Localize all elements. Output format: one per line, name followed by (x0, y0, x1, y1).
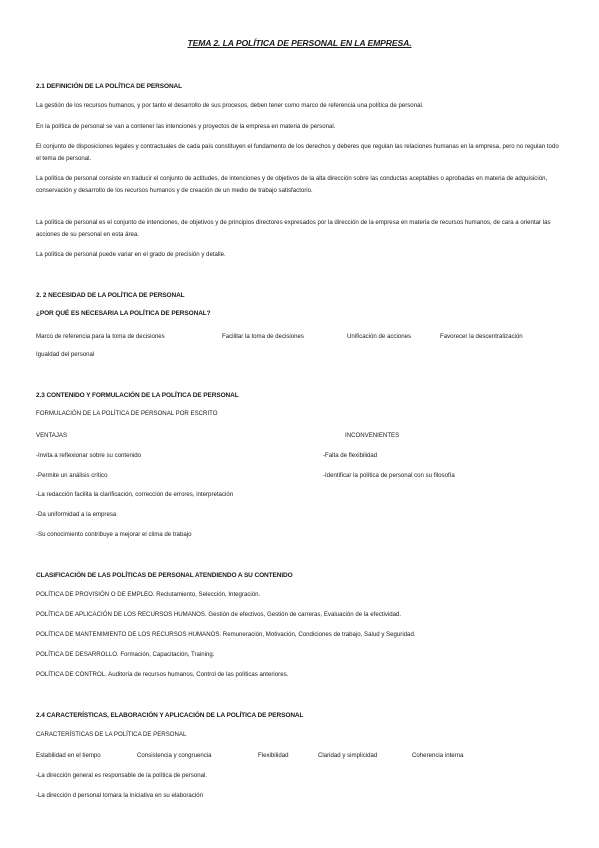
inconveniente-item: -Identificar la política de personal con su filosofía (323, 472, 455, 479)
section-2-1-paragraph-4: La política de personal consiste en traducir el conjunto de actitudes, de intenciones y de objetivos de la alta dirección sobre las conductas aceptables o aprobadas en materia de adquisición, conservación y desarrollo de los recursos humanos y de creación de un medio de trabajo satisfactorio. (36, 175, 548, 194)
caracteristica-item: Consistencia y congruencia (137, 752, 212, 759)
ventaja-item: -Permite un análisis crítico (36, 472, 108, 479)
document-title: TEMA 2. LA POLÍTICA DE PERSONAL EN LA EMPRESA. (187, 38, 412, 48)
necesidad-item: Facilitar la toma de decisiones (222, 333, 304, 340)
section-2-4-heading: 2.4 CARACTERÍSTICAS, ELABORACIÓN Y APLICACIÓN DE LA POLÍTICA DE PERSONAL (36, 712, 304, 719)
clasificacion-item: POLÍTICA DE MANTENIMIENTO DE LOS RECURSOS HUMANOS. Remuneración, Motivación, Condiciones de trabajo, Salud y Seguridad. (36, 631, 416, 638)
ventaja-item: -Da uniformidad a la empresa (36, 511, 117, 518)
section-2-1-paragraph-5: La política de personal es el conjunto de intenciones, de objetivos y de principios directores expresados por la dirección de la empresa en materia de recursos humanos, de cara a orientar las acciones de su personal en esta área. (36, 219, 551, 238)
caracteristica-item: Claridad y simplicidad (318, 752, 378, 759)
section-2-2-heading: 2. 2 NECESIDAD DE LA POLÍTICA DE PERSONAL (36, 292, 185, 299)
section-2-3-subheading: FORMULACIÓN DE LA POLÍTICA DE PERSONAL POR ESCRITO (36, 410, 218, 417)
caracteristica-item: Coherencia interna (412, 752, 464, 759)
section-2-1-paragraph-2: En la política de personal se van a contener las intenciones y proyectos de la empresa en materia de personal. (36, 123, 336, 130)
necesidad-item: Igualdad del personal (36, 351, 95, 358)
clasificacion-item: POLÍTICA DE DESARROLLO. Formación, Capacitación, Training. (36, 651, 215, 658)
section-2-3-heading: 2.3 CONTENIDO Y FORMULACIÓN DE LA POLÍTICA DE PERSONAL (36, 392, 239, 399)
clasificacion-item: POLÍTICA DE CONTROL. Auditoría de recursos humanos, Control de las políticas anteriores. (36, 671, 289, 678)
aplicacion-line: -La dirección d personal tomara la iniciativa en su elaboración (36, 792, 203, 799)
section-2-1-heading: 2.1 DEFINICIÓN DE LA POLÍTICA DE PERSONAL (36, 83, 183, 90)
ventajas-label: VENTAJAS (36, 432, 68, 439)
aplicacion-line: -La dirección general es responsable de la política de personal. (36, 772, 208, 779)
necesidad-item: Marco de referencia para la toma de decisiones (36, 333, 165, 340)
section-2-1-paragraph-6: La política de personal puede variar en el grado de precisión y detalle. (36, 251, 226, 258)
section-2-2-subheading: ¿POR QUÉ ES NECESARIA LA POLÍTICA DE PERSONAL? (36, 310, 211, 317)
necesidad-items-row (36, 333, 564, 343)
inconvenientes-label: INCONVENIENTES (345, 432, 400, 439)
section-2-1-paragraph-1: La gestión de los recursos humanos, y por tanto el desarrollo de sus procesos, deben tener como marco de referencia una política de personal. (36, 102, 424, 109)
necesidad-item: Favorecer la descentralización (440, 333, 523, 340)
ventaja-item: -Su conocimiento contribuye a mejorar el clima de trabajo (36, 531, 192, 538)
ventaja-item: -Invita a reflexionar sobre su contenido (36, 452, 142, 459)
necesidad-item: Unificación de acciones (347, 333, 412, 340)
inconveniente-item: -Falta de flexibilidad (323, 452, 378, 459)
caracteristica-item: Estabilidad en el tiempo (36, 752, 101, 759)
clasificacion-heading: CLASIFICACIÓN DE LAS POLÍTICAS DE PERSONAL ATENDIENDO A SU CONTENIDO (36, 572, 293, 579)
caracteristica-item: Flexibilidad (258, 752, 289, 759)
section-2-4-subheading: CARACTERÍSTICAS DE LA POLÍTICA DE PERSONAL (36, 731, 187, 738)
caracteristicas-row (36, 752, 564, 762)
clasificacion-item: POLÍTICA DE PROVISIÓN O DE EMPLEO. Reclutamiento, Selección, Integración. (36, 591, 261, 598)
clasificacion-item: POLÍTICA DE APLICACIÓN DE LOS RECURSOS HUMANOS. Gestión de efectivos, Gestión de carreras, Evaluación de la efectividad. (36, 611, 402, 618)
ventaja-item: -La redacción facilita la clarificación, corrección de errores, interpretación (36, 491, 234, 498)
section-2-1-paragraph-3: El conjunto de disposiciones legales y contractuales de cada país constituyen el fundamento de los derechos y deberes que regulan las relaciones humanas en la empresa, pero no regulan todo el tema de personal. (36, 143, 559, 162)
